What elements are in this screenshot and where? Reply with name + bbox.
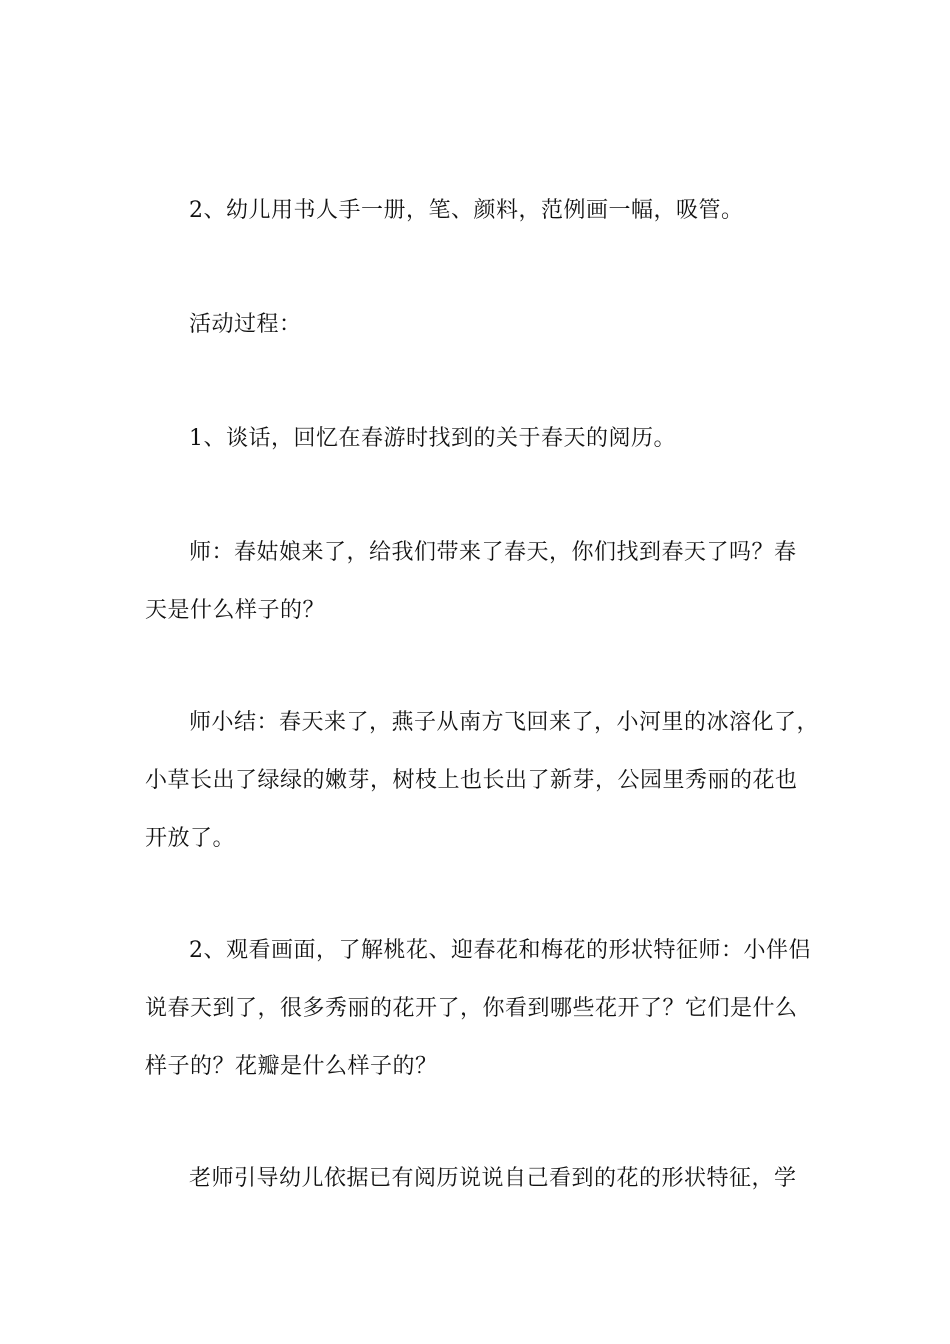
text-line: 样子的？花瓣是什么样子的？	[145, 1054, 438, 1079]
text-line: 师：春姑娘来了，给我们带来了春天，你们找到春天了吗？春	[189, 540, 797, 565]
text-line: 1、谈话，回忆在春游时找到的关于春天的阅历。	[189, 426, 676, 451]
text-line: 小草长出了绿绿的嫩芽，树枝上也长出了新芽，公园里秀丽的花也	[145, 768, 798, 793]
text-line: 开放了。	[145, 826, 236, 851]
text-line: 老师引导幼儿依据已有阅历说说自己看到的花的形状特征，学	[189, 1166, 797, 1191]
paragraph-teacher-summary	[145, 694, 820, 868]
text-line: 2、观看画面，了解桃花、迎春花和梅花的形状特征师：小伴侣	[189, 938, 811, 963]
paragraph-step-1	[145, 410, 813, 468]
paragraph-teacher-question	[145, 524, 813, 640]
paragraph-teacher-guidance	[145, 1150, 813, 1208]
text-line: 师小结：春天来了，燕子从南方飞回来了，小河里的冰溶化了，	[189, 710, 820, 735]
section-heading-activity-process	[145, 296, 813, 354]
paragraph-step-2	[145, 922, 813, 1096]
text-line: 活动过程：	[189, 312, 302, 337]
text-line: 天是什么样子的？	[145, 598, 326, 623]
paragraph-materials	[145, 182, 813, 240]
text-line: 说春天到了，很多秀丽的花开了，你看到哪些花开了？它们是什么	[145, 996, 798, 1021]
text-line: 2、幼儿用书人手一册，笔、颜料，范例画一幅，吸管。	[189, 198, 744, 223]
